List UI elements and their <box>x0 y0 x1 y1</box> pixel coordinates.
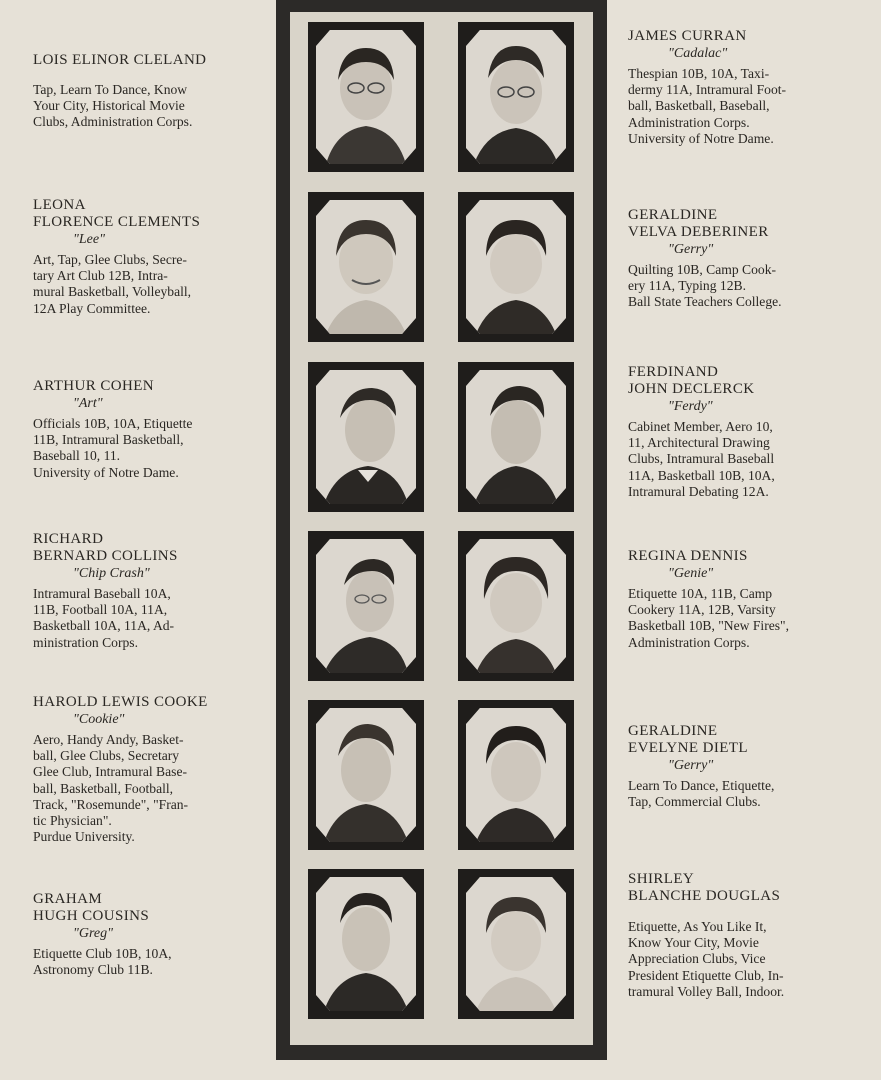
student-activities: Etiquette, As You Like It, Know Your City, Movie Appreciation Clubs, Vice President Etiquette Club, In- tramural Volley Ball, Indoor. <box>628 919 785 999</box>
student-entry-cooke <box>33 694 261 845</box>
student-name: GRAHAM <box>33 891 103 907</box>
student-entry-collins <box>33 531 261 651</box>
student-name: HAROLD LEWIS COOKE <box>33 694 208 710</box>
student-name: BERNARD COLLINS <box>33 548 178 564</box>
student-name: FERDINAND <box>628 364 719 380</box>
student-entry-dietl <box>628 723 854 810</box>
student-entry-cohen <box>33 378 261 481</box>
student-name: FLORENCE CLEMENTS <box>33 214 201 230</box>
student-nickname: "Cadalac" <box>668 46 728 61</box>
student-name: EVELYNE DIETL <box>628 740 748 756</box>
portrait-photo <box>308 192 424 342</box>
student-entry-declerck <box>628 364 854 500</box>
student-name: VELVA DEBERINER <box>628 224 769 240</box>
student-name: RICHARD <box>33 531 104 547</box>
student-name: HUGH COUSINS <box>33 908 150 924</box>
student-nickname: "Gerry" <box>668 242 714 257</box>
student-nickname: "Chip Crash" <box>73 566 150 581</box>
student-entry-curran <box>628 28 854 147</box>
student-nickname: "Lee" <box>73 232 105 247</box>
portrait-photo <box>458 192 574 342</box>
student-activities: Thespian 10B, 10A, Taxi- dermy 11A, Intramural Foot- ball, Basketball, Baseball, Administration Corps. University of Notre Dame. <box>628 66 787 146</box>
portrait-photo <box>308 700 424 850</box>
student-activities: Quilting 10B, Camp Cook- ery 11A, Typing 12B. Ball State Teachers College. <box>628 262 782 310</box>
student-name: ARTHUR COHEN <box>33 378 154 394</box>
student-entry-douglas <box>628 871 854 1000</box>
student-nickname: "Art" <box>73 396 103 411</box>
student-activities: Etiquette 10A, 11B, Camp Cookery 11A, 12B, Varsity Basketball 10B, "New Fires", Administration Corps. <box>628 586 789 650</box>
portrait-photo <box>458 531 574 681</box>
portrait-photo <box>308 362 424 512</box>
student-entry-cousins <box>33 891 261 978</box>
portrait-photo <box>308 869 424 1019</box>
student-entry-deberiner <box>628 207 854 311</box>
student-name: LOIS ELINOR CLELAND <box>33 52 207 68</box>
student-entry-dennis <box>628 548 854 651</box>
student-nickname: "Cookie" <box>73 712 125 727</box>
portrait-photo <box>458 362 574 512</box>
portrait-photo <box>308 531 424 681</box>
student-name: BLANCHE DOUGLAS <box>628 888 781 904</box>
student-activities: Etiquette Club 10B, 10A, Astronomy Club 11B. <box>33 946 172 978</box>
student-activities: Cabinet Member, Aero 10, 11, Architectural Drawing Clubs, Intramural Baseball 11A, Basketball 10B, 10A, Intramural Debating 12A. <box>628 419 775 499</box>
student-name: REGINA DENNIS <box>628 548 748 564</box>
student-name: JAMES CURRAN <box>628 28 747 44</box>
student-name: SHIRLEY <box>628 871 695 887</box>
student-name: GERALDINE <box>628 207 718 223</box>
student-activities: Art, Tap, Glee Clubs, Secre- tary Art Club 12B, Intra- mural Basketball, Volleyball, 12A Play Committee. <box>33 252 192 316</box>
student-name: GERALDINE <box>628 723 718 739</box>
student-name: LEONA <box>33 197 86 213</box>
student-name: JOHN DECLERCK <box>628 381 755 397</box>
student-nickname: "Genie" <box>668 566 714 581</box>
student-activities: Intramural Baseball 10A, 11B, Football 10A, 11A, Basketball 10A, 11A, Ad- ministration Corps. <box>33 586 175 650</box>
student-nickname: "Gerry" <box>668 758 714 773</box>
portrait-photo <box>458 700 574 850</box>
student-activities: Officials 10B, 10A, Etiquette 11B, Intramural Basketball, Baseball 10, 11. University of Notre Dame. <box>33 416 193 480</box>
student-activities: Tap, Learn To Dance, Know Your City, Historical Movie Clubs, Administration Corps. <box>33 82 193 130</box>
portrait-photo <box>458 22 574 172</box>
student-activities: Learn To Dance, Etiquette, Tap, Commercial Clubs. <box>628 778 775 810</box>
student-nickname: "Ferdy" <box>668 399 713 414</box>
student-entry-cleland <box>33 52 261 131</box>
student-nickname: "Greg" <box>73 926 114 941</box>
student-activities: Aero, Handy Andy, Basket- ball, Glee Clubs, Secretary Glee Club, Intramural Base- ball, Basketball, Football, Track, "Rosemunde", "Fran- tic Physician". Purdue University. <box>33 732 189 845</box>
portrait-photo <box>458 869 574 1019</box>
portrait-photo <box>308 22 424 172</box>
student-entry-clements <box>33 197 261 317</box>
